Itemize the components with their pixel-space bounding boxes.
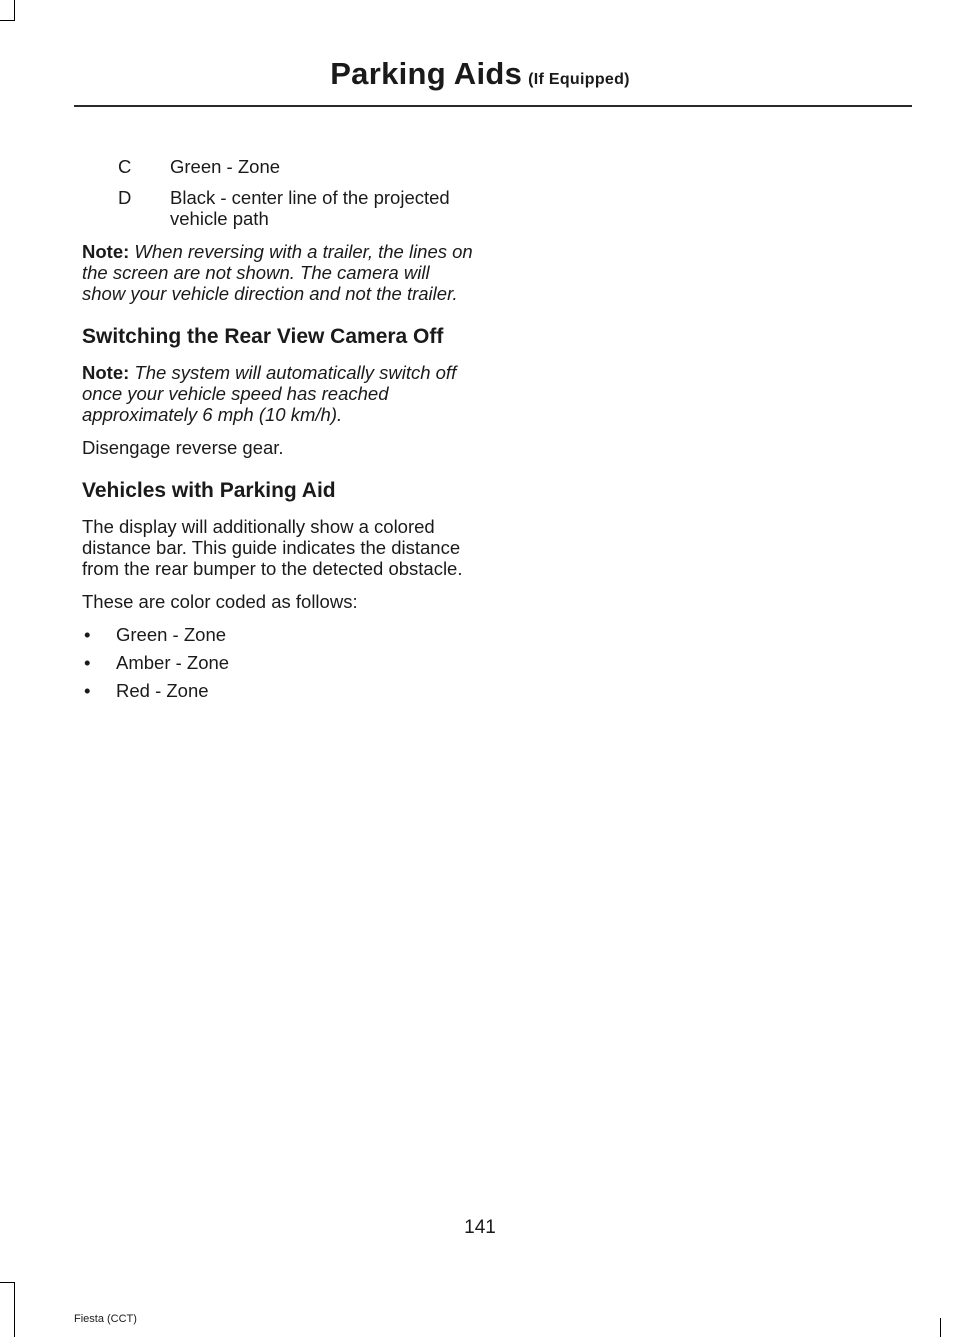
- legend-text: Green - Zone: [170, 156, 281, 177]
- crop-mark-bottom-right-v: [940, 1318, 941, 1337]
- body-text: The display will additionally show a colored distance bar. This guide indicates the distance from the rear bumper to the detected obstacle.: [82, 516, 463, 579]
- legend-item-d: [82, 187, 477, 229]
- note-text: The system will automatically switch off once your vehicle speed has reached approximately 6 mph (10 km/h).: [82, 362, 457, 425]
- header-divider: [74, 105, 912, 107]
- note-label: Note:: [82, 362, 130, 383]
- note-label: Note:: [82, 241, 130, 262]
- crop-mark-bottom-left-v: [14, 1282, 15, 1337]
- list-item-text: Amber - Zone: [116, 652, 230, 673]
- list-item: [82, 680, 477, 701]
- crop-mark-bottom-left-h: [0, 1282, 15, 1283]
- list-item: [82, 624, 477, 645]
- bullet-icon: •: [84, 624, 91, 645]
- bullet-icon: •: [84, 680, 91, 701]
- list-item-text: Red - Zone: [116, 680, 209, 701]
- content-column: [82, 156, 477, 708]
- note-text: When reversing with a trailer, the lines on the screen are not shown. The camera will show your vehicle direction and not the trailer.: [82, 241, 473, 304]
- bullet-icon: •: [84, 652, 91, 673]
- body-text: Disengage reverse gear.: [82, 437, 284, 458]
- color-zone-list: [82, 624, 477, 701]
- legend-item-c: [82, 156, 477, 177]
- section-heading-parking-aid: Vehicles with Parking Aid: [82, 479, 336, 502]
- legend-key: C: [118, 156, 132, 177]
- legend-text: Black - center line of the projected vehicle path: [170, 187, 450, 229]
- page-header: [0, 56, 960, 92]
- body-text: These are color coded as follows:: [82, 591, 358, 612]
- note-auto-switch-off: [82, 362, 477, 425]
- crop-mark-top-left-h: [0, 20, 15, 21]
- section-heading-camera-off: Switching the Rear View Camera Off: [82, 325, 444, 348]
- page-subtitle: (If Equipped): [528, 71, 630, 88]
- legend-key: D: [118, 187, 132, 208]
- page-number: 141: [464, 1217, 496, 1238]
- note-trailer: [82, 241, 477, 304]
- page-title: Parking Aids: [330, 56, 523, 91]
- crop-mark-top-left-v: [14, 0, 15, 20]
- footer-model-label: Fiesta (CCT): [74, 1313, 137, 1325]
- list-item: [82, 652, 477, 673]
- list-item-text: Green - Zone: [116, 624, 227, 645]
